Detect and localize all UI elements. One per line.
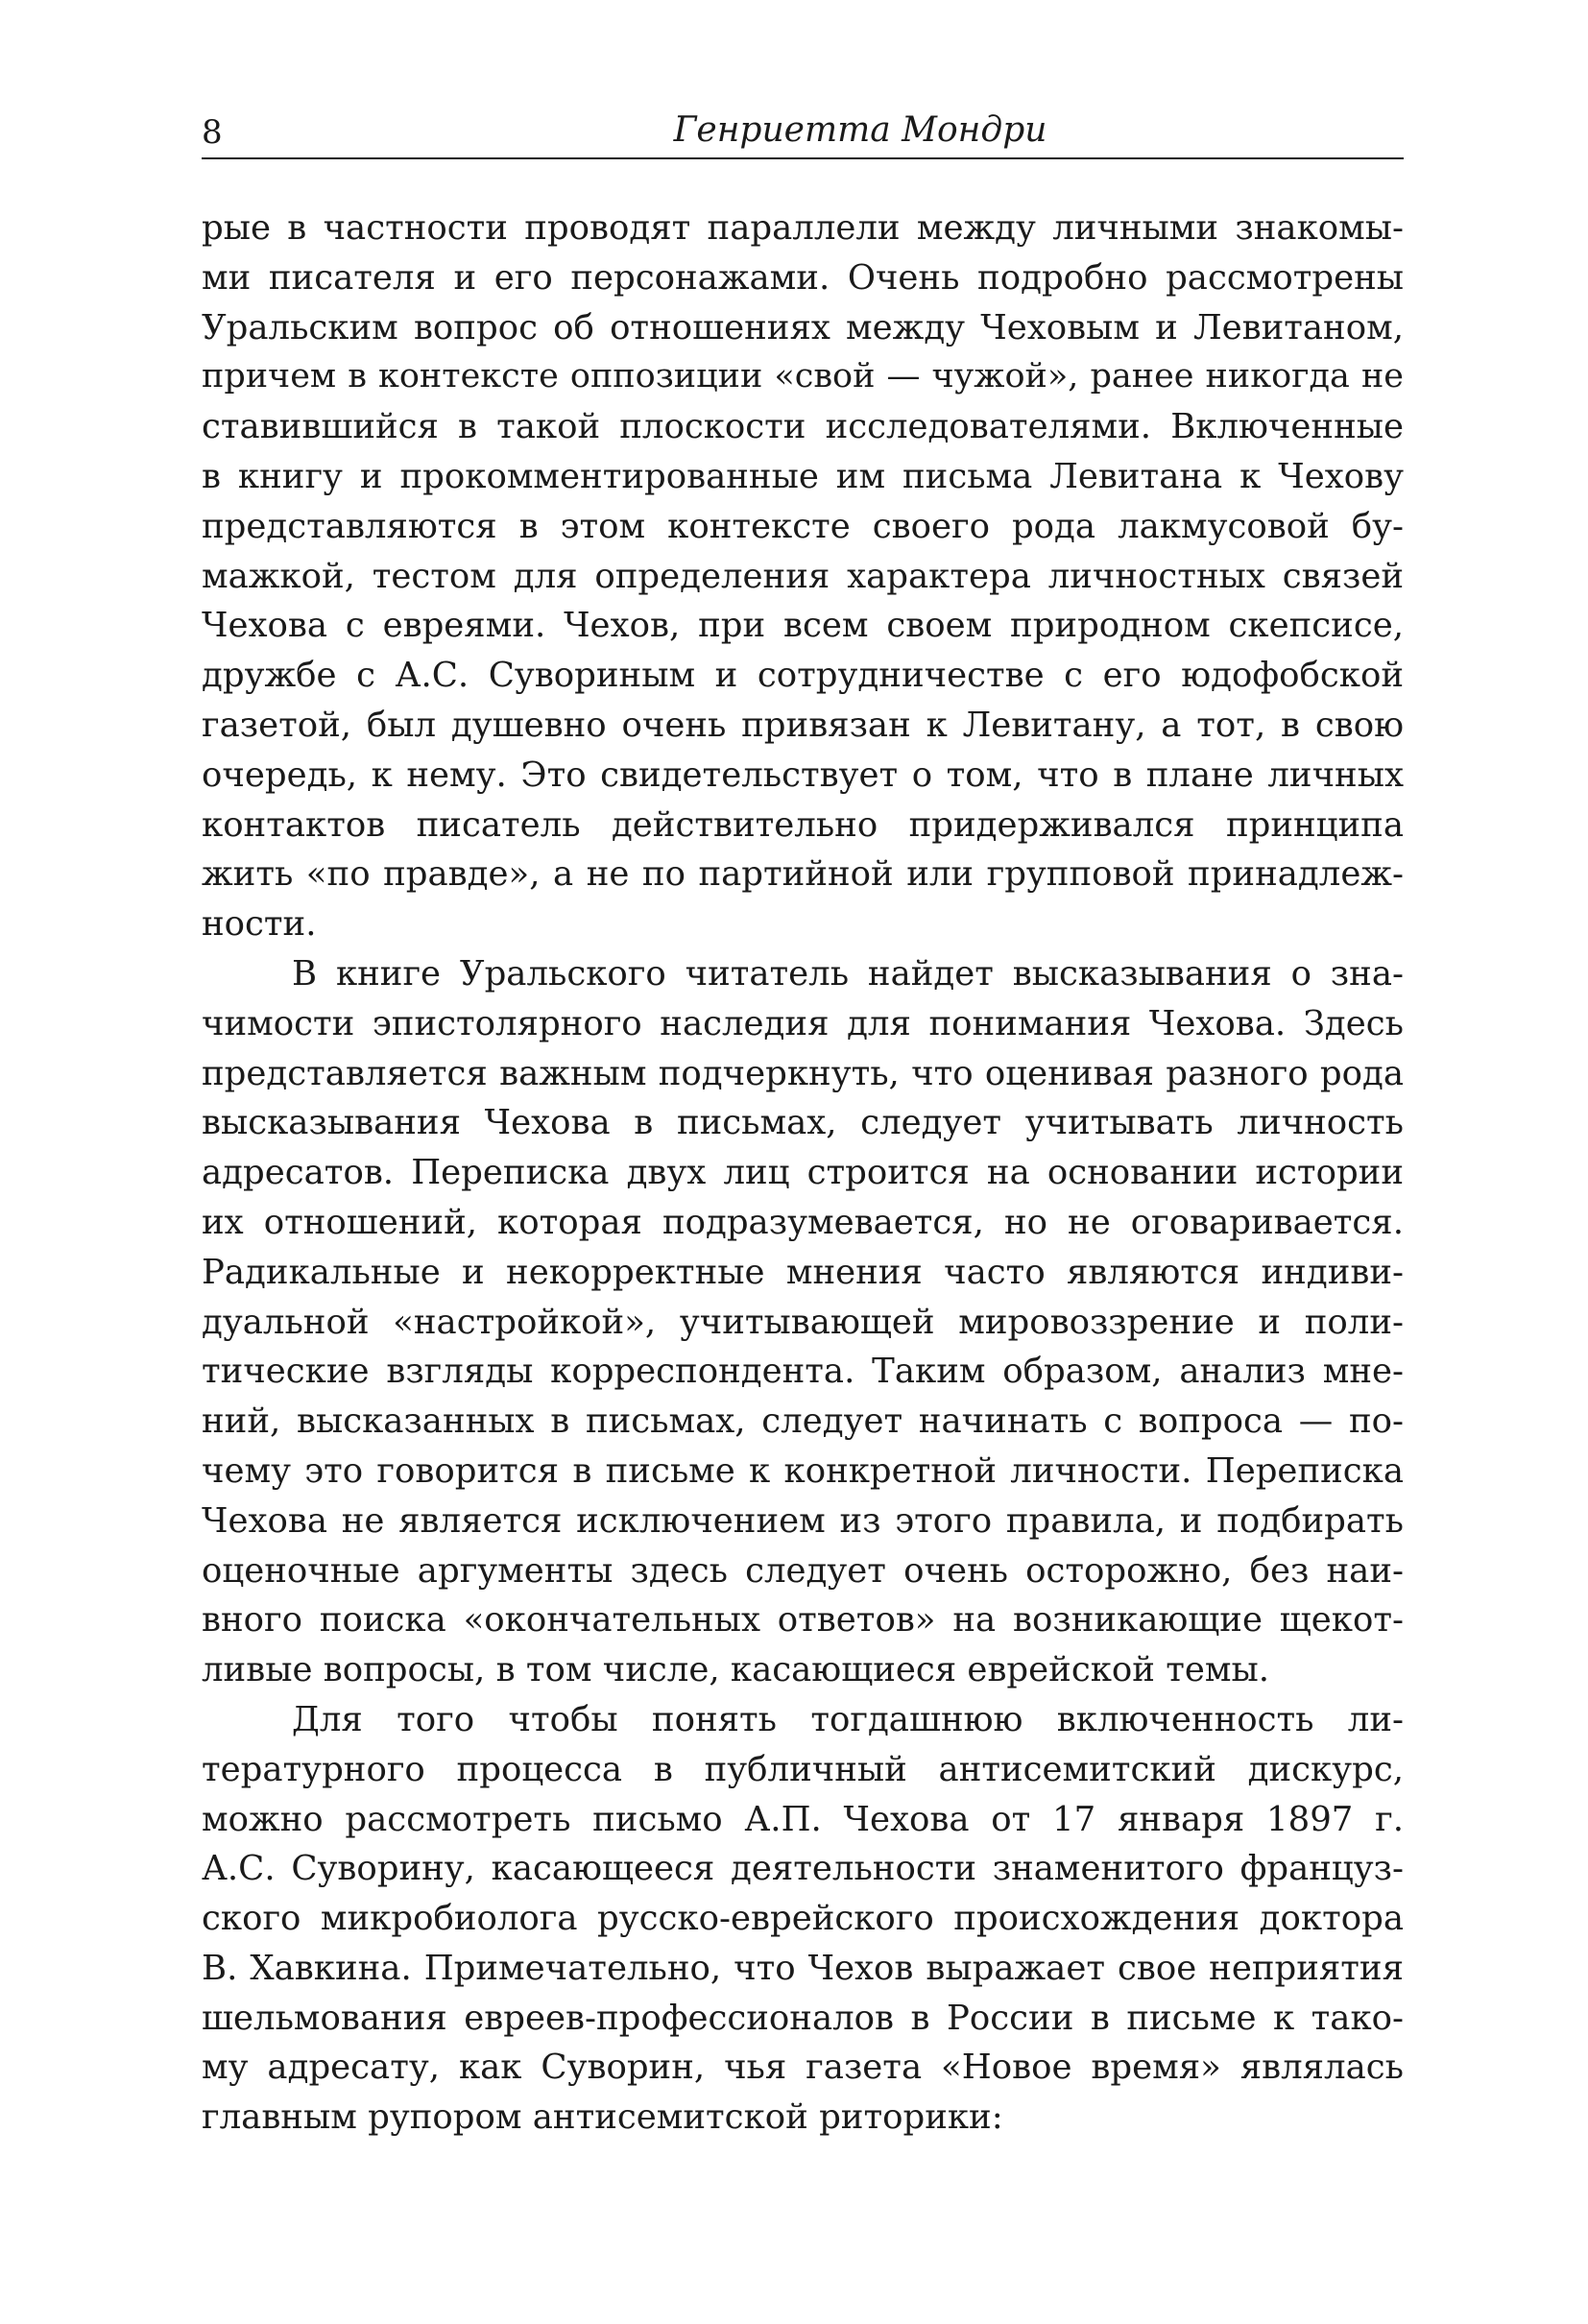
text-line: ми писателя и его персонажами. Очень подробно рассмотрены: [202, 257, 1404, 298]
text-line: газетой, был душевно очень привязан к Левитану, а тот, в свою: [202, 705, 1404, 745]
page-number: 8: [202, 113, 223, 152]
text-line: В книге Уральского читатель найдет высказывания о зна-: [292, 953, 1404, 994]
text-line: чему это говорится в письме к конкретной личности. Переписка: [202, 1450, 1404, 1491]
text-line: ний, высказанных в письмах, следует начинать с вопроса — по-: [202, 1402, 1404, 1442]
text-line: Для того чтобы понять тогдашнюю включенность ли-: [292, 1699, 1404, 1739]
paragraph: [202, 949, 1404, 1695]
text-line: Уральским вопрос об отношениях между Чеховым и Левитаном,: [202, 307, 1404, 347]
text-line: А.С. Суворину, касающееся деятельности знаменитого француз-: [202, 1849, 1404, 1889]
text-line: тические взгляды корреспондента. Таким образом, анализ мне-: [202, 1352, 1404, 1392]
text-line: в книгу и прокомментированные им письма Левитана к Чехову: [202, 456, 1404, 496]
text-line: причем в контексте оппозиции «свой — чужой», ранее никогда не: [202, 357, 1404, 396]
running-head: [202, 108, 1404, 157]
text-line: мажкой, тестом для определения характера личностных связей: [202, 556, 1404, 596]
text-line: жить «по правде», а не по партийной или групповой принадлеж-: [202, 854, 1404, 895]
text-line: дружбе с А.С. Сувориным и сотрудничестве с его юдофобской: [202, 656, 1404, 696]
body-text: [202, 204, 1404, 2143]
paragraph: [202, 1695, 1404, 2143]
running-title: Генриетта Мондри: [673, 110, 1047, 150]
text-line: высказывания Чехова в письмах, следует учитывать личность: [202, 1103, 1404, 1143]
text-line: тературного процесса в публичный антисемитский дискурс,: [202, 1749, 1404, 1789]
text-line: ливые вопросы, в том числе, касающиеся еврейской темы.: [202, 1650, 1270, 1690]
text-line: адресатов. Переписка двух лиц строится на основании истории: [202, 1153, 1404, 1193]
text-line: дуальной «настройкой», учитывающей мировоззрение и поли-: [202, 1302, 1404, 1342]
text-line: рые в частности проводят параллели между личными знакомы-: [202, 208, 1404, 248]
text-line: чимости эпистолярного наследия для понимания Чехова. Здесь: [202, 1003, 1404, 1043]
text-line: представляется важным подчеркнуть, что оценивая разного рода: [202, 1053, 1404, 1093]
text-line: шельмования евреев-профессионалов в России в письме к тако-: [202, 1998, 1404, 2038]
text-line: их отношений, которая подразумевается, но не оговаривается.: [202, 1202, 1404, 1242]
text-line: Чехова с евреями. Чехов, при всем своем природном скепсисе,: [202, 606, 1404, 646]
text-line: представляются в этом контексте своего рода лакмусовой бу-: [202, 506, 1404, 546]
text-line: оценочные аргументы здесь следует очень осторожно, без наи-: [202, 1550, 1404, 1591]
header-rule: [202, 157, 1404, 159]
text-line: В. Хавкина. Примечательно, что Чехов выражает свое неприятия: [202, 1948, 1404, 1988]
text-line: главным рупором антисемитской риторики:: [202, 2097, 1003, 2138]
text-line: Радикальные и некорректные мнения часто являются индиви-: [202, 1252, 1404, 1292]
paragraph: [202, 204, 1404, 949]
text-line: очередь, к нему. Это свидетельствует о том, что в плане личных: [202, 755, 1404, 795]
text-line: ского микробиолога русско-еврейского происхождения доктора: [202, 1899, 1404, 1939]
text-line: ности.: [202, 904, 317, 945]
text-line: вного поиска «окончательных ответов» на возникающие щекот-: [202, 1600, 1404, 1641]
text-line: Чехова не является исключением из этого правила, и подбирать: [202, 1500, 1404, 1541]
text-line: можно рассмотреть письмо А.П. Чехова от 17 января 1897 г.: [202, 1799, 1404, 1839]
text-line: му адресату, как Суворин, чья газета «Новое время» являлась: [202, 2048, 1404, 2088]
text-line: контактов писатель действительно придерживался принципа: [202, 804, 1404, 845]
text-line: ставившийся в такой плоскости исследователями. Включенные: [202, 407, 1404, 447]
